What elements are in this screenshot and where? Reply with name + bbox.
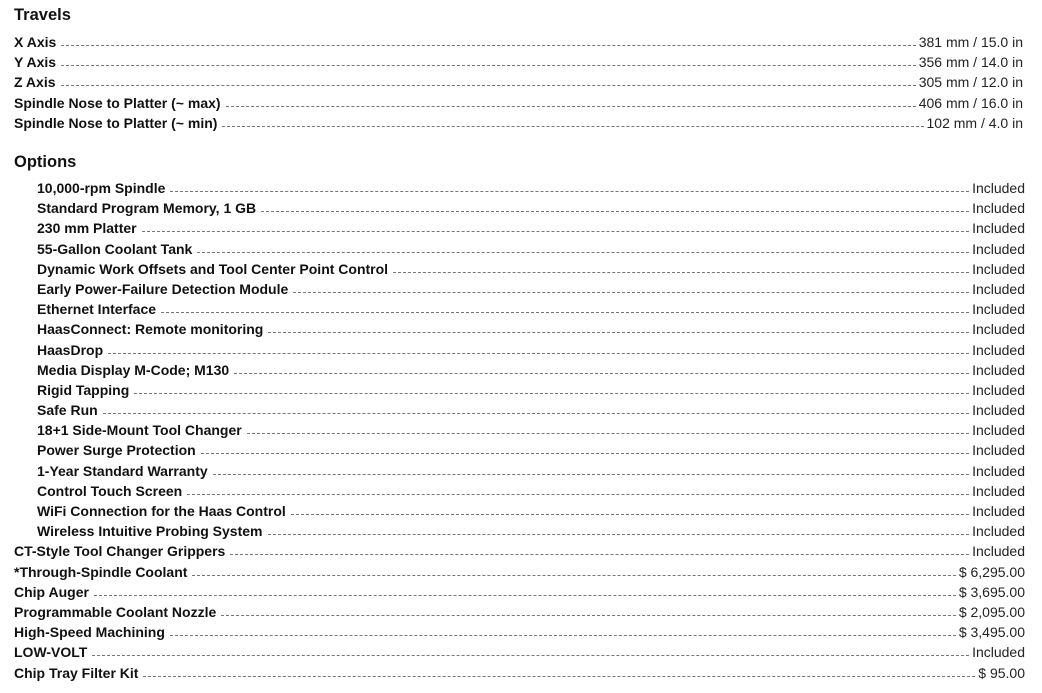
options-row-label: Chip Auger <box>14 583 89 600</box>
options-row <box>0 483 1042 503</box>
options-heading: Options <box>14 153 77 171</box>
options-row-value: Included <box>972 361 1025 378</box>
options-row-value: Included <box>972 220 1025 237</box>
dot-leader <box>293 292 969 293</box>
travels-row <box>0 54 1042 74</box>
options-row <box>0 180 1042 200</box>
options-row-value: Included <box>972 422 1025 439</box>
options-row-label: HaasConnect: Remote monitoring <box>37 321 264 338</box>
options-row-value: $ 3,695.00 <box>958 583 1025 600</box>
dot-leader <box>170 635 956 636</box>
travels-row-value: 381 mm / 15.0 in <box>918 34 1023 50</box>
options-row-label: Early Power-Failure Detection Module <box>37 280 289 297</box>
options-row-label: Ethernet Interface <box>37 301 157 318</box>
options-row <box>0 604 1042 624</box>
options-row-label: HaasDrop <box>37 341 104 358</box>
dot-leader <box>268 534 970 535</box>
options-row-value: Included <box>972 482 1025 499</box>
options-row <box>0 584 1042 604</box>
travels-row <box>0 115 1042 135</box>
options-row-value: Included <box>972 280 1025 297</box>
options-row-value: Included <box>972 200 1025 217</box>
options-row-label: *Through-Spindle Coolant <box>14 563 188 580</box>
travels-row-label: Spindle Nose to Platter (~ min) <box>14 114 218 131</box>
travels-row <box>0 95 1042 115</box>
options-row-value: Included <box>972 240 1025 257</box>
dot-leader <box>94 595 956 596</box>
dot-leader <box>213 474 969 475</box>
options-row-value: Included <box>972 644 1025 661</box>
options-row-value: Included <box>972 301 1025 318</box>
options-row <box>0 382 1042 402</box>
options-row-label: 230 mm Platter <box>37 220 137 237</box>
travels-row-value: 102 mm / 4.0 in <box>926 114 1023 131</box>
travels-row-label: X Axis <box>14 34 57 50</box>
options-row-value: Included <box>972 260 1025 277</box>
dot-leader <box>197 252 969 253</box>
options-row-label: LOW-VOLT <box>14 644 88 661</box>
options-row-value: Included <box>972 503 1025 519</box>
options-row <box>0 342 1042 362</box>
options-row-value: Included <box>972 543 1025 560</box>
travels-row-value: 406 mm / 16.0 in <box>918 94 1023 111</box>
dot-leader <box>261 211 969 212</box>
dot-leader <box>134 393 969 394</box>
options-row-label: CT-Style Tool Changer Grippers <box>14 543 226 560</box>
options-row-label: WiFi Connection for the Haas Control <box>37 503 286 519</box>
dot-leader <box>291 514 969 515</box>
dot-leader <box>201 453 969 454</box>
dot-leader <box>234 373 969 374</box>
dot-leader <box>61 65 916 66</box>
options-row <box>0 301 1042 321</box>
travels-row-label: Y Axis <box>14 54 57 71</box>
options-row-label: High-Speed Machining <box>14 624 165 641</box>
dot-leader <box>161 312 969 313</box>
options-row-value: $ 6,295.00 <box>958 563 1025 580</box>
options-row <box>0 220 1042 240</box>
options-row <box>0 402 1042 422</box>
dot-leader <box>226 106 916 107</box>
options-row <box>0 463 1042 483</box>
options-row-label: Chip Tray Filter Kit <box>14 664 139 681</box>
dot-leader <box>143 676 975 677</box>
options-row-label: Dynamic Work Offsets and Tool Center Point Control <box>37 260 389 277</box>
options-row-value: Included <box>972 341 1025 358</box>
dot-leader <box>170 191 969 192</box>
dot-leader <box>268 332 969 333</box>
options-row-label: 10,000-rpm Spindle <box>37 180 166 196</box>
options-row <box>0 261 1042 281</box>
options-row <box>0 644 1042 664</box>
options-row-label: Safe Run <box>37 402 98 419</box>
dot-leader <box>221 615 956 616</box>
options-row-value: Included <box>972 381 1025 398</box>
dot-leader <box>393 272 969 273</box>
dot-leader <box>247 433 969 434</box>
travels-row <box>0 34 1042 54</box>
dot-leader <box>230 554 969 555</box>
options-row-label: Power Surge Protection <box>37 442 196 459</box>
options-row-label: Wireless Intuitive Probing System <box>37 523 263 540</box>
options-row-label: 1-Year Standard Warranty <box>37 462 208 479</box>
dot-leader <box>103 413 969 414</box>
options-row <box>0 200 1042 220</box>
dot-leader <box>108 353 969 354</box>
options-row-value: Included <box>972 402 1025 419</box>
travels-row <box>0 74 1042 94</box>
options-row <box>0 624 1042 644</box>
options-row <box>0 543 1042 563</box>
travels-row-value: 305 mm / 12.0 in <box>918 74 1023 91</box>
options-row-value: Included <box>972 180 1025 196</box>
options-row-value: Included <box>972 462 1025 479</box>
travels-row-label: Spindle Nose to Platter (~ max) <box>14 94 221 111</box>
travels-list <box>0 34 1042 135</box>
options-row-value: Included <box>972 523 1025 540</box>
options-row <box>0 523 1042 543</box>
travels-row-value: 356 mm / 14.0 in <box>918 54 1023 71</box>
options-row <box>0 442 1042 462</box>
options-row-label: Programmable Coolant Nozzle <box>14 603 217 620</box>
options-row-label: Control Touch Screen <box>37 482 183 499</box>
dot-leader <box>142 231 969 232</box>
options-row-label: Media Display M-Code; M130 <box>37 361 230 378</box>
options-row-value: Included <box>972 442 1025 459</box>
options-row <box>0 321 1042 341</box>
dot-leader <box>61 45 915 46</box>
options-row-label: 18+1 Side-Mount Tool Changer <box>37 422 242 439</box>
options-row <box>0 665 1042 685</box>
options-list <box>0 180 1042 685</box>
options-row <box>0 422 1042 442</box>
travels-heading: Travels <box>14 6 71 24</box>
options-row-value: Included <box>972 321 1025 338</box>
dot-leader <box>92 655 969 656</box>
options-row <box>0 564 1042 584</box>
options-row-label: Standard Program Memory, 1 GB <box>37 200 257 217</box>
options-row-label: 55-Gallon Coolant Tank <box>37 240 193 257</box>
dot-leader <box>187 494 969 495</box>
options-row <box>0 241 1042 261</box>
options-row-label: Rigid Tapping <box>37 381 130 398</box>
travels-row-label: Z Axis <box>14 74 56 91</box>
options-row-value: $ 3,495.00 <box>958 624 1025 641</box>
dot-leader <box>61 85 916 86</box>
options-row <box>0 362 1042 382</box>
options-row-value: $ 95.00 <box>978 664 1025 681</box>
dot-leader <box>222 126 923 127</box>
options-row <box>0 503 1042 523</box>
options-row <box>0 281 1042 301</box>
options-row-value: $ 2,095.00 <box>958 603 1025 620</box>
dot-leader <box>192 575 955 576</box>
